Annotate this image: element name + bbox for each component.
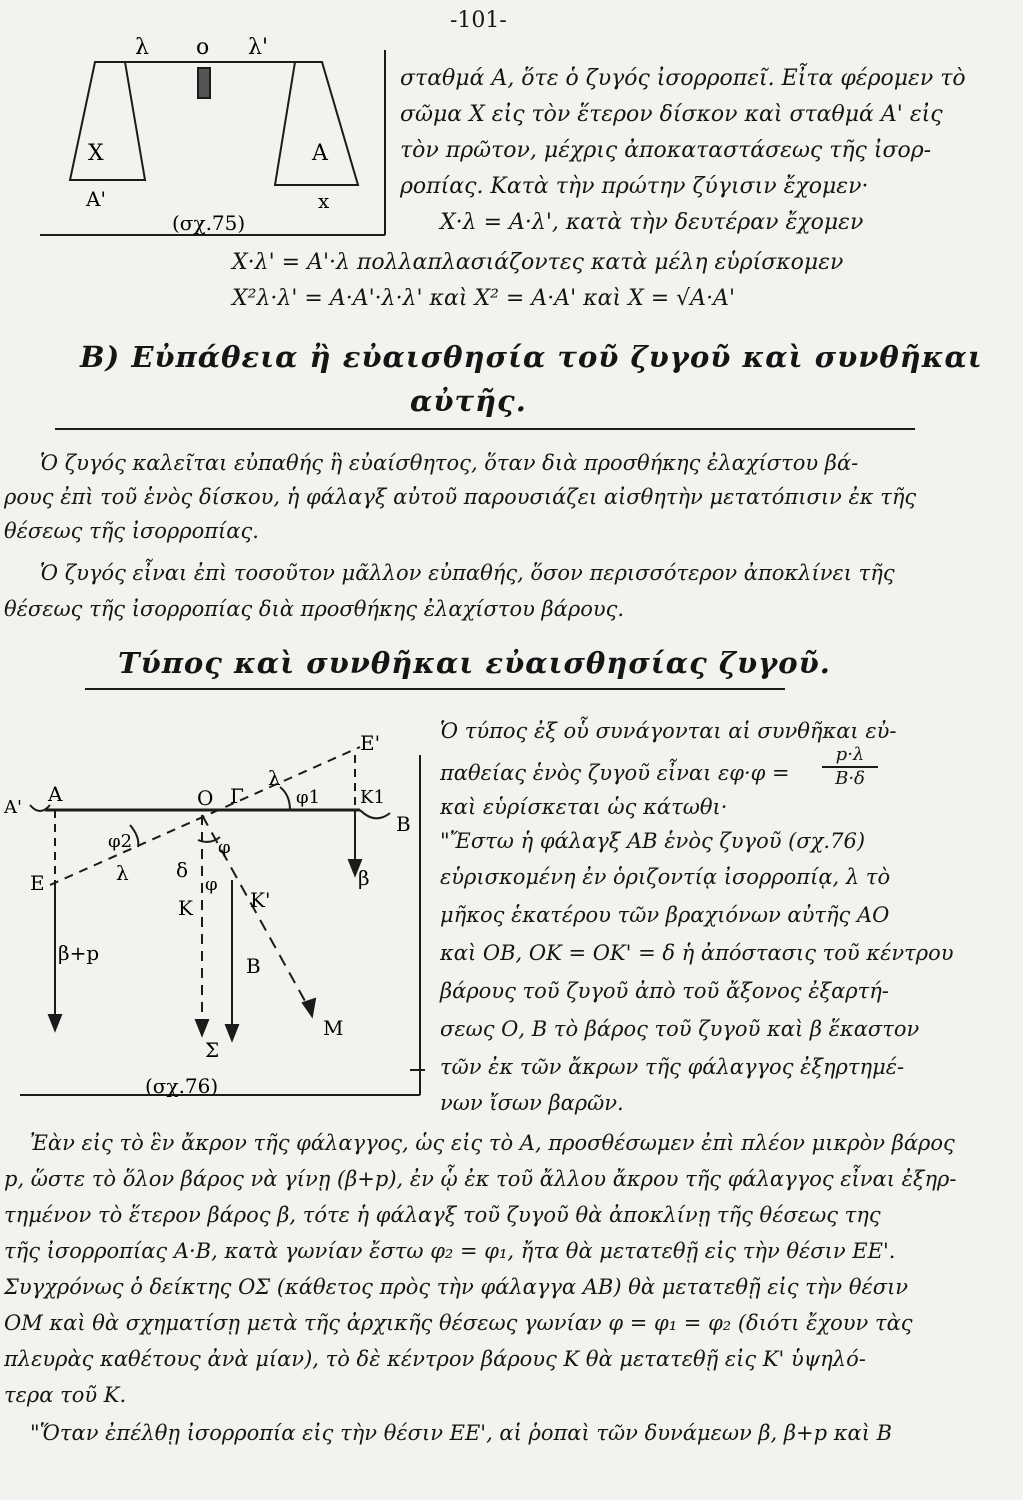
right-text-line: βάρους τοῦ ζυγοῦ ἀπὸ τοῦ ἄξονος ἐξαρτή- [440, 979, 889, 1003]
fig75-label-lambda: λ [135, 35, 149, 60]
heading-c: Τύπος καὶ συνθῆκαι εὐαισθησίας ζυγοῦ. [118, 646, 831, 680]
right-text-line: μῆκος ἑκατέρου τῶν βραχιόνων αὐτῆς ΑΟ [440, 903, 890, 927]
paragraph1-line: Ὁ ζυγός καλεῖται εὐπαθής ἢ εὐαίσθητος, ὅταν διὰ προσθήκης ἐλαχίστου βά- [40, 451, 859, 475]
right-text-line: νων ἴσων βαρῶν. [440, 1091, 624, 1115]
fig75-caption: (σχ.75) [172, 211, 246, 235]
fig75-label-a-prime: A' [86, 187, 106, 211]
fig75-label-lambda-prime: λ' [248, 35, 268, 60]
fig76-label-beta-right: β [358, 866, 370, 890]
fig76-label-a-prime: A' [4, 797, 22, 818]
right-text-line: παθείας ἑνὸς ζυγοῦ εἶναι εφ·φ = [440, 761, 790, 785]
top-text-line: ροπίας. Κατὰ τὴν πρώτην ζύγισιν ἔχομεν· [400, 174, 869, 199]
fig76-label-lambda-bottom: λ [116, 861, 129, 885]
right-text-line: "Ἔστω ἡ φάλαγξ ΑΒ ἑνὸς ζυγοῦ (σχ.76) [440, 829, 866, 853]
formula-line: X²λ·λ' = A·A'·λ·λ' καὶ X² = A·A' καὶ X = √A·A' [232, 286, 735, 311]
bottom-text-line: p, ὥστε τὸ ὅλον βάρος νὰ γίνῃ (β+p), ἐν ᾧ ἐκ τοῦ ἄλλου ἄκρου τῆς φάλαγγος εἶναι ἐξηρ- [4, 1167, 957, 1191]
fig76-label-lambda-top: λ [268, 766, 281, 790]
fig75-label-x-bottom: x [318, 189, 330, 213]
formula-line: X·λ' = A'·λ πολλαπλασιάζοντες κατὰ μέλη εὑρίσκομεν [232, 250, 844, 275]
fig76-label-e1: E' [360, 731, 381, 755]
fig75-label-a: A [312, 141, 328, 166]
bottom-text-line: πλευρὰς καθέτους ἀνὰ μίαν), τὸ δὲ κέντρον βάρους Κ θὰ μετατεθῇ εἰς Κ' ὑψηλό- [4, 1347, 866, 1371]
right-text-line: καὶ ΟΒ, ΟΚ = ΟΚ' = δ ἡ ἀπόστασις τοῦ κέντρου [440, 941, 954, 965]
fig76-label-phi1: φ1 [296, 787, 321, 808]
heading-b-rule [55, 428, 915, 430]
heading-b-line2: αὐτῆς. [410, 384, 527, 418]
bottom-text-line: τῆς ἰσορροπίας Α·Β, κατὰ γωνίαν ἔστω φ₂ = φ₁, ἤτα θὰ μετατεθῇ εἰς τὴν θέσιν ΕΕ'. [4, 1239, 896, 1263]
fig75-label-o: ο [196, 35, 210, 60]
fraction-numerator: p·λ [835, 744, 865, 765]
top-text-line: σταθμά Α, ὅτε ὁ ζυγός ἰσορροπεῖ. Εἶτα φέρομεν τὸ [400, 66, 966, 91]
bottom-text-line: Ἐὰν εἰς τὸ ἓν ἄκρον τῆς φάλαγγος, ὡς εἰς τὸ Α, προσθέσωμεν ἐπὶ πλέον μικρὸν βάρος [30, 1131, 955, 1155]
fig76-label-sigma: Σ [205, 1038, 220, 1062]
paragraph2-line: θέσεως τῆς ἰσορροπίας διὰ προσθήκης ἐλαχίστου βάρους. [4, 597, 625, 621]
top-text-line: τὸν πρῶτον, μέχρις ἀποκαταστάσεως τῆς ἰσορ- [400, 138, 932, 163]
figure-76 [0, 725, 425, 1110]
right-text-line: Ὁ τύπος ἐξ οὗ συνάγονται αἱ συνθῆκαι εὐ- [440, 719, 897, 743]
heading-b-line1: Β) Εὐπάθεια ἢ εὐαισθησία τοῦ ζυγοῦ καὶ συνθῆκαι [80, 340, 983, 374]
bottom-text-line: "Ὅταν ἐπέλθῃ ἰσορροπία εἰς τὴν θέσιν ΕΕ', αἱ ῥοπαὶ τῶν δυνάμεων β, β+p καὶ Β [30, 1421, 893, 1445]
fig76-label-beta-p: β+p [58, 941, 100, 965]
fig76-label-b: B [396, 812, 411, 836]
paragraph1-line: ρους ἐπὶ τοῦ ἑνὸς δίσκου, ἡ φάλαγξ αὐτοῦ παρουσιάζει αἰσθητὴν μετατόπισιν ἐκ τῆς [4, 485, 917, 509]
tan-fraction [822, 744, 878, 790]
right-text-line: σεως Ο, Β τὸ βάρος τοῦ ζυγοῦ καὶ β ἕκαστον [440, 1017, 920, 1041]
fig76-label-k-prime: K' [250, 888, 271, 912]
paragraph1-line: θέσεως τῆς ἰσορροπίας. [4, 519, 259, 543]
bottom-text-line: τημένον τὸ ἕτερον βάρος β, τότε ἡ φάλαγξ τοῦ ζυγοῦ θὰ ἀποκλίνῃ τῆς θέσεως της [4, 1203, 881, 1227]
fig76-label-m: M [323, 1016, 344, 1040]
fraction-denominator: B·δ [835, 768, 865, 789]
fig76-caption: (σχ.76) [145, 1074, 219, 1098]
fig76-label-gamma: Γ [230, 784, 244, 808]
fig76-label-k: K [178, 896, 193, 920]
fig75-label-x: X [88, 141, 104, 166]
heading-c-rule [85, 688, 785, 690]
fig76-label-phi-b: φ [205, 874, 218, 895]
fig76-label-a: A [48, 782, 63, 806]
figure-75 [40, 30, 390, 245]
fig76-label-o: O [197, 786, 214, 810]
bottom-text-line: ΟΜ καὶ θὰ σχηματίσῃ μετὰ τῆς ἀρχικῆς θέσεως γωνίαν φ = φ₁ = φ₂ (διότι ἔχουν τὰς [4, 1311, 913, 1335]
right-text-line: εὑρισκομένη ἐν ὁριζοντίᾳ ἰσορροπίᾳ, λ τὸ [440, 865, 891, 889]
page-number: -101- [450, 8, 507, 33]
paragraph2-line: Ὁ ζυγός εἶναι ἐπὶ τοσοῦτον μᾶλλον εὐπαθής, ὅσον περισσότερον ἀποκλίνει τῆς [40, 561, 895, 585]
fig76-label-beta-mid: B [246, 954, 261, 978]
top-text-line: σῶμα Χ εἰς τὸν ἕτερον δίσκον καὶ σταθμά Α' εἰς [400, 102, 943, 127]
bottom-text-line: Συγχρόνως ὁ δείκτης ΟΣ (κάθετος πρὸς τὴν φάλαγγα ΑΒ) θὰ μετατεθῇ εἰς τὴν θέσιν [4, 1275, 909, 1299]
fig76-label-delta: δ [176, 858, 189, 882]
fig76-label-phi2: φ2 [108, 831, 133, 852]
fig76-label-e: E [30, 871, 45, 895]
fig76-label-phi: φ [218, 837, 231, 858]
right-text-line: τῶν ἐκ τῶν ἄκρων τῆς φάλαγγος ἐξηρτημέ- [440, 1055, 905, 1079]
right-text-line: καὶ εὑρίσκεται ὡς κάτωθι· [440, 795, 728, 819]
fig76-label-k1: K1 [360, 787, 385, 808]
bottom-text-line: τερα τοῦ Κ. [4, 1383, 127, 1407]
top-text-line: X·λ = A·λ', κατὰ τὴν δευτέραν ἔχομεν [440, 210, 864, 235]
